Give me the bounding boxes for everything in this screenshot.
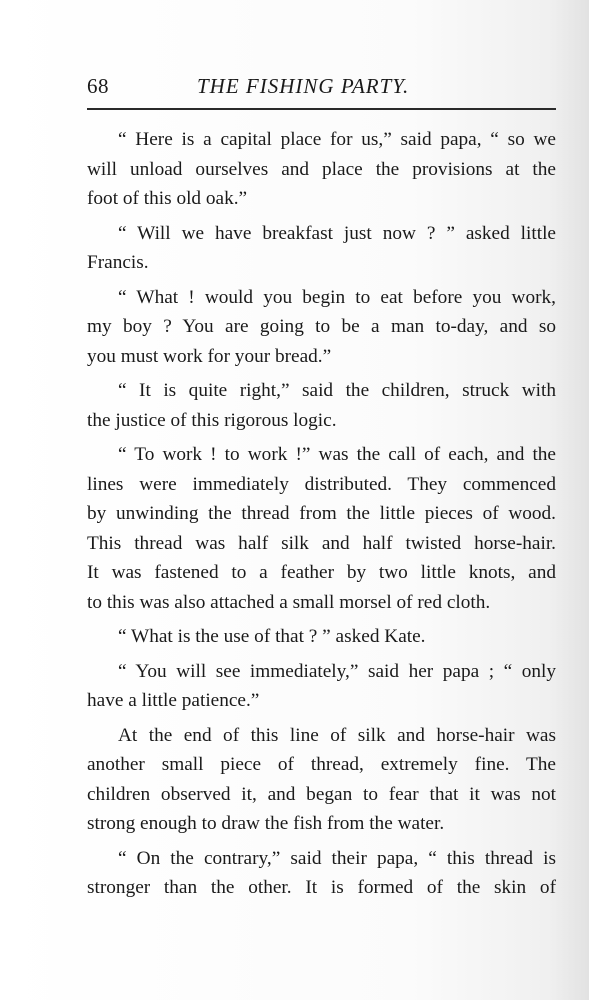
text-line: to this was also attached a small morsel of red cloth. — [87, 591, 491, 613]
text-line: strong enough to draw the fish from the water. — [87, 813, 445, 834]
paragraph — [87, 622, 556, 652]
text-line: by unwinding the thread from the little pieces of wood. — [87, 503, 556, 524]
text-line: you must work for your bread.” — [87, 345, 332, 367]
text-line: have a little patience.” — [87, 690, 260, 711]
text-line: “ To work ! to work !” was the call of each, and the — [118, 444, 556, 465]
text-line: “ On the contrary,” said their papa, “ this thread is — [118, 847, 556, 869]
paragraph — [87, 219, 556, 278]
text-line: “ It is quite right,” said the children, struck with — [118, 380, 556, 401]
paragraph — [87, 657, 556, 716]
text-line: another small piece of thread, extremely fine. The — [87, 754, 556, 775]
text-line: “ Here is a capital place for us,” said papa, “ so we — [118, 129, 556, 150]
paragraph — [87, 376, 556, 435]
text-line: the justice of this rigorous logic. — [87, 409, 337, 431]
text-line: lines were immediately distributed. They commenced — [87, 473, 556, 495]
text-line: This thread was half silk and half twisted horse-hair. — [87, 532, 556, 554]
text-line: my boy ? You are going to be a man to-day, and so — [87, 316, 556, 337]
paragraph — [87, 283, 556, 372]
paragraph — [87, 125, 556, 214]
paragraph — [87, 721, 556, 839]
text-line: “ You will see immediately,” said her papa ; “ only — [118, 660, 556, 682]
page-number: 68 — [87, 74, 109, 98]
text-line: “ What is the use of that ? ” asked Kate. — [118, 626, 426, 647]
header-rule — [87, 108, 556, 110]
paragraph — [87, 440, 556, 617]
body-text — [87, 125, 556, 903]
page-header — [87, 70, 549, 104]
paragraph — [87, 844, 556, 903]
text-line: foot of this old oak.” — [87, 188, 248, 209]
text-line: stronger than the other. It is formed of the skin of — [87, 877, 556, 898]
text-line: Francis. — [87, 252, 149, 273]
running-title: THE FISHING PARTY. — [197, 74, 410, 98]
text-line: At the end of this line of silk and horse-hair was — [118, 724, 556, 746]
text-line: It was fastened to a feather by two little knots, and — [87, 562, 556, 583]
text-line: “ Will we have breakfast just now ? ” asked little — [118, 222, 556, 244]
text-line: children observed it, and began to fear that it was not — [87, 783, 556, 805]
text-line: “ What ! would you begin to eat before you work, — [118, 286, 556, 308]
text-line: will unload ourselves and place the provisions at the — [87, 158, 556, 180]
